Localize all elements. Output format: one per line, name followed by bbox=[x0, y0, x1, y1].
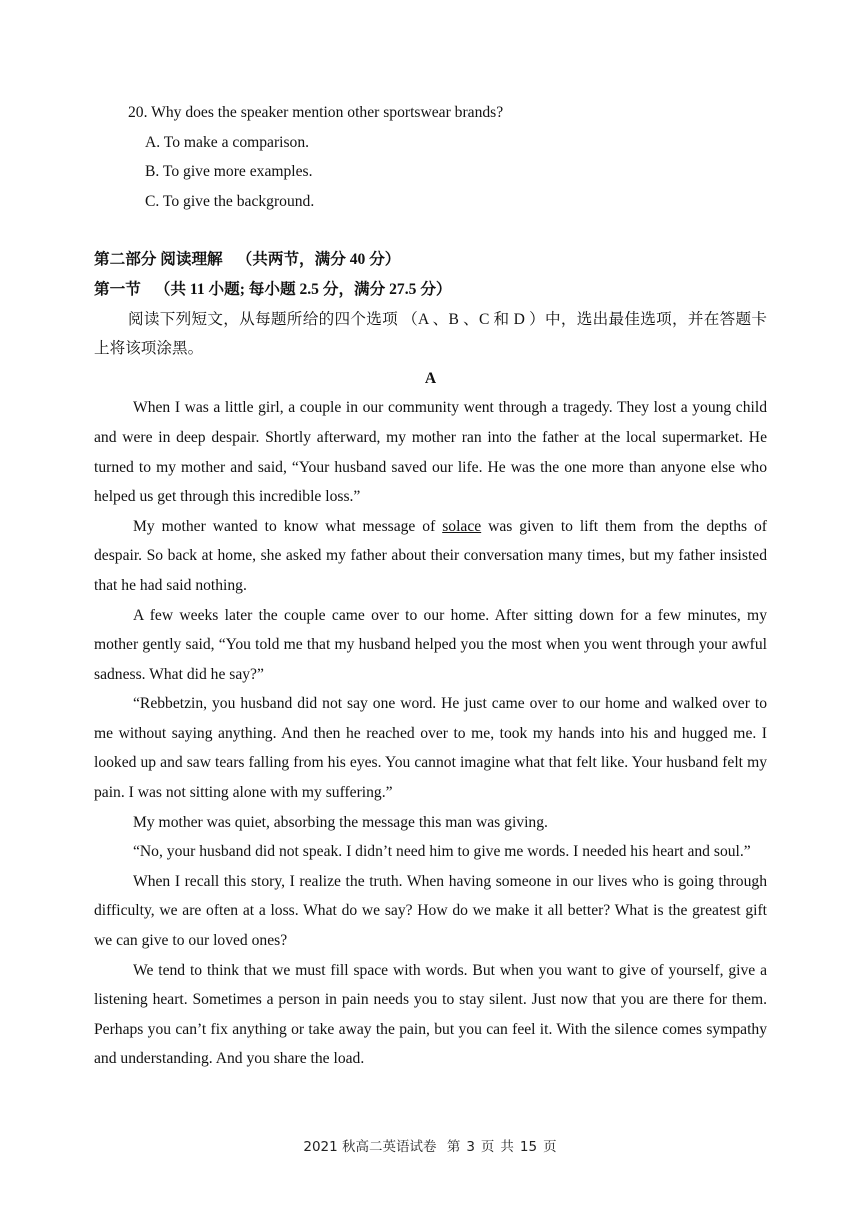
paragraph-1: When I was a little girl, a couple in our community went through a tragedy. They lost a young child and were in deep despair. Shortly afterward, my mother ran into the father at the local supermarket. He turned to my mother and said, “Your husband saved our life. He was the one more than anyone else who helped us get through this incredible loss.” bbox=[94, 399, 767, 506]
paragraph-4: “Rebbetzin, you husband did not say one word. He just came over to our home and walked over to me without saying anything. And then he reached over to me, took my hands into his and hugged me. I looked up and saw tears falling from his eyes. You cannot imagine what that felt like. Your husband felt my pain. I was not sitting alone with my suffering.” bbox=[94, 695, 767, 802]
footer-exam-title: 2021 秋高二英语试卷 bbox=[303, 1139, 437, 1155]
passage-label: A bbox=[424, 369, 437, 387]
spacer bbox=[94, 216, 767, 245]
paragraph-2-end: was given to lift them from the depths of despair. So back at home, she asked my father about their conversation many times, but my father insisted that he had said nothing. bbox=[94, 517, 767, 594]
option-b: B. To give more examples. bbox=[145, 163, 313, 181]
part-heading bbox=[94, 245, 767, 275]
question-20 bbox=[94, 98, 767, 216]
question-stem: 20. Why does the speaker mention other sportswear brands? bbox=[128, 104, 504, 121]
exam-page bbox=[94, 98, 767, 1074]
paragraph-3: A few weeks later the couple came over to our home. After sitting down for a few minutes, my mother gently said, “You told me that my husband helped you the most when you went through your awful sadness. What did he say?” bbox=[94, 606, 767, 683]
paragraph-7: When I recall this story, I realize the truth. When having someone in our lives who is going through difficulty, we are often at a loss. What do we say? How do we make it all better? What is the greatest gift we can give to our loved ones? bbox=[94, 872, 767, 950]
footer-page-current: 3 bbox=[466, 1139, 475, 1155]
option-c: C. To give the background. bbox=[145, 192, 315, 210]
footer-page-label-a: 第 bbox=[446, 1139, 461, 1155]
paragraph-2-start: My mother wanted to know what message of bbox=[133, 517, 443, 535]
paragraph-8: We tend to think that we must fill space with words. But when you want to give of yourself, give a listening heart. Sometimes a person in pain needs you to stay silent. Just now that you are there for them. Perhaps you can’t fix anything or take away the pain, but you can feel it. With the silence comes sympathy and understanding. And you share the load. bbox=[94, 961, 767, 1068]
section-score: （共 11 小题; 每小题 2.5 分，满分 27.5 分） bbox=[154, 280, 452, 298]
paragraph-5: My mother was quiet, absorbing the message this man was giving. bbox=[133, 813, 548, 831]
paragraph-6: “No, your husband did not speak. I didn’t need him to give me words. I needed his heart and soul.” bbox=[133, 843, 751, 861]
footer-page-total: 15 bbox=[519, 1139, 538, 1155]
paragraph-2 bbox=[94, 512, 767, 601]
instruction-text: 阅读下列短文，从每题所给的四个选项 （A 、B 、C 和 D ）中，选出最佳选项，并在答题卡上将该项涂黑。 bbox=[94, 310, 767, 358]
section-title: 第一节 bbox=[94, 280, 141, 298]
part-score: （共两节，满分 40 分） bbox=[236, 251, 401, 269]
footer-page-label-d: 页 bbox=[543, 1139, 557, 1155]
section-heading bbox=[94, 275, 767, 305]
part-title: 第二部分 阅读理解 bbox=[94, 251, 223, 269]
underlined-word-solace: solace bbox=[442, 517, 482, 535]
footer-page-label-c: 共 bbox=[500, 1139, 514, 1155]
footer-page-label-b: 页 bbox=[480, 1139, 495, 1155]
page-footer bbox=[0, 1135, 860, 1155]
option-a: A. To make a comparison. bbox=[145, 133, 310, 151]
